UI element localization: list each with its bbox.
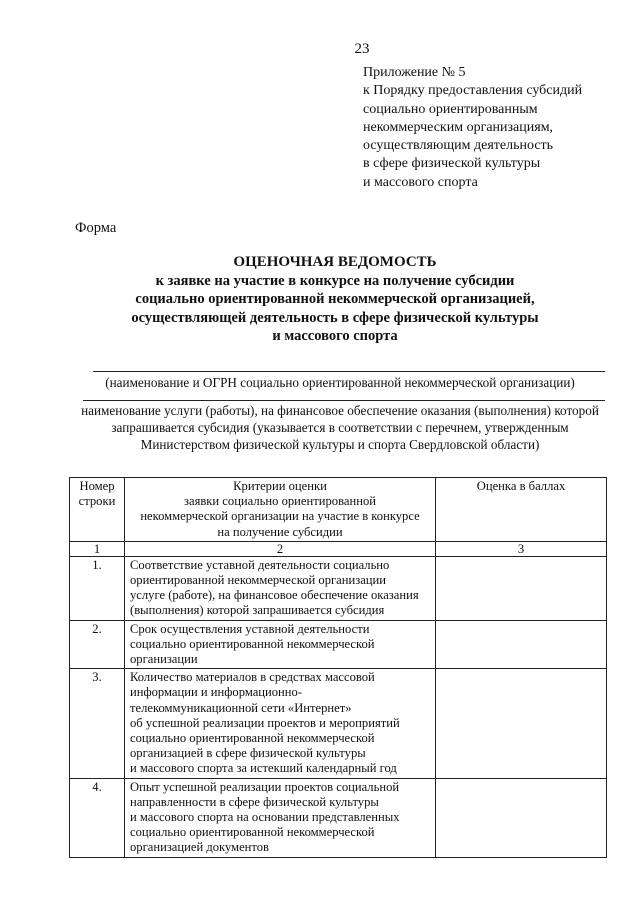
header-text: строки: [78, 494, 116, 509]
title-line: осуществляющей деятельность в сфере физической культуры: [131, 309, 539, 326]
appendix-line: социально ориентированным: [363, 101, 538, 117]
criterion-cell: [125, 778, 436, 857]
criterion-line: Количество материалов в средствах массовой: [130, 670, 375, 685]
org-name-caption: [80, 374, 600, 391]
criterion-line: социально ориентированной некоммерческой: [130, 731, 375, 746]
score-cell[interactable]: [436, 778, 607, 857]
header-text: Критерии оценки: [233, 479, 327, 493]
criterion-line: Соответствие уставной деятельности социально: [130, 557, 390, 572]
caption-line: запрашивается субсидия (указывается в соответствии с перечнем, утвержденным: [111, 420, 569, 435]
caption-line: наименование услуги (работы), на финансовое обеспечение оказания (выполнения) которой: [81, 403, 599, 418]
row-number: 1.: [70, 556, 125, 620]
criterion-line: и массового спорта за истекший календарный год: [130, 761, 397, 776]
appendix-block: [363, 64, 582, 192]
row-number: 3.: [70, 669, 125, 778]
criterion-line: Опыт успешной реализации проектов социальной: [130, 779, 400, 794]
caption-line: (наименование и ОГРН социально ориентированной некоммерческой организации): [105, 375, 575, 390]
header-text: некоммерческой организации на участие в конкурсе: [140, 509, 420, 524]
index-cell: 1: [70, 541, 125, 556]
criterion-line: об успешной реализации проектов и мероприятий: [130, 715, 400, 730]
criterion-line: социально ориентированной некоммерческой: [130, 825, 375, 840]
appendix-line: осуществляющим деятельность: [363, 138, 554, 154]
header-text: заявки социально ориентированной: [184, 494, 376, 509]
appendix-line: в сфере физической культуры: [363, 156, 541, 172]
row-number: 4.: [70, 778, 125, 857]
appendix-line: Приложение № 5: [363, 65, 466, 80]
index-cell: 2: [125, 541, 436, 556]
score-cell[interactable]: [436, 556, 607, 620]
table-row: [70, 620, 607, 669]
header-text: Оценка в баллах: [476, 479, 566, 493]
header-score: [436, 478, 607, 542]
criterion-line: социально ориентированной некоммерческой: [130, 636, 375, 651]
title-line: и массового спорта: [272, 328, 398, 344]
form-label: Форма: [75, 220, 117, 236]
header-criteria: [125, 478, 436, 542]
evaluation-table: [69, 477, 607, 858]
row-number: 2.: [70, 620, 125, 669]
header-text: Номер: [79, 479, 115, 493]
appendix-line: некоммерческим организациям,: [363, 119, 554, 135]
criterion-line: организацией документов: [130, 840, 270, 855]
header-text: на получение субсидии: [217, 524, 343, 539]
score-cell[interactable]: [436, 669, 607, 778]
criterion-line: ориентированной некоммерческой организации: [130, 573, 387, 588]
criterion-line: организации: [130, 652, 198, 667]
criterion-line: и массового спорта на основании представленных: [130, 810, 400, 825]
table-header-row: [70, 478, 607, 542]
table-index-row: [70, 541, 607, 556]
caption-line: Министерством физической культуры и спорта Свердловской области): [140, 437, 540, 452]
criterion-line: организацией в сфере физической культуры: [130, 746, 366, 761]
criterion-cell: [125, 620, 436, 669]
index-cell: 3: [436, 541, 607, 556]
criterion-line: Срок осуществления уставной деятельности: [130, 621, 370, 636]
criterion-line: услуге (работе), на финансовое обеспечение оказания: [130, 588, 419, 603]
appendix-line: к Порядку предоставления субсидий: [363, 83, 583, 99]
page-number: 23: [354, 41, 370, 57]
title-main: ОЦЕНОЧНАЯ ВЕДОМОСТЬ: [233, 254, 437, 270]
service-name-fill-line[interactable]: [83, 400, 605, 401]
header-row-number: [70, 478, 125, 542]
org-name-fill-line[interactable]: [93, 371, 605, 372]
title-line: социально ориентированной некоммерческой организацией,: [135, 291, 535, 307]
document-title: [60, 253, 610, 346]
criterion-cell: [125, 556, 436, 620]
title-line: к заявке на участие в конкурсе на получение субсидии: [155, 272, 515, 289]
criterion-line: направленности в сфере физической культуры: [130, 794, 379, 809]
criterion-line: информации и информационно-: [130, 685, 303, 700]
service-name-caption: [80, 402, 600, 453]
score-cell[interactable]: [436, 620, 607, 669]
criterion-cell: [125, 669, 436, 778]
appendix-line: и массового спорта: [363, 174, 478, 190]
table-row: [70, 669, 607, 778]
criterion-line: (выполнения) которой запрашивается субсидия: [130, 603, 385, 618]
table-row: [70, 778, 607, 857]
table-row: [70, 556, 607, 620]
criterion-line: телекоммуникационной сети «Интернет»: [130, 700, 352, 715]
